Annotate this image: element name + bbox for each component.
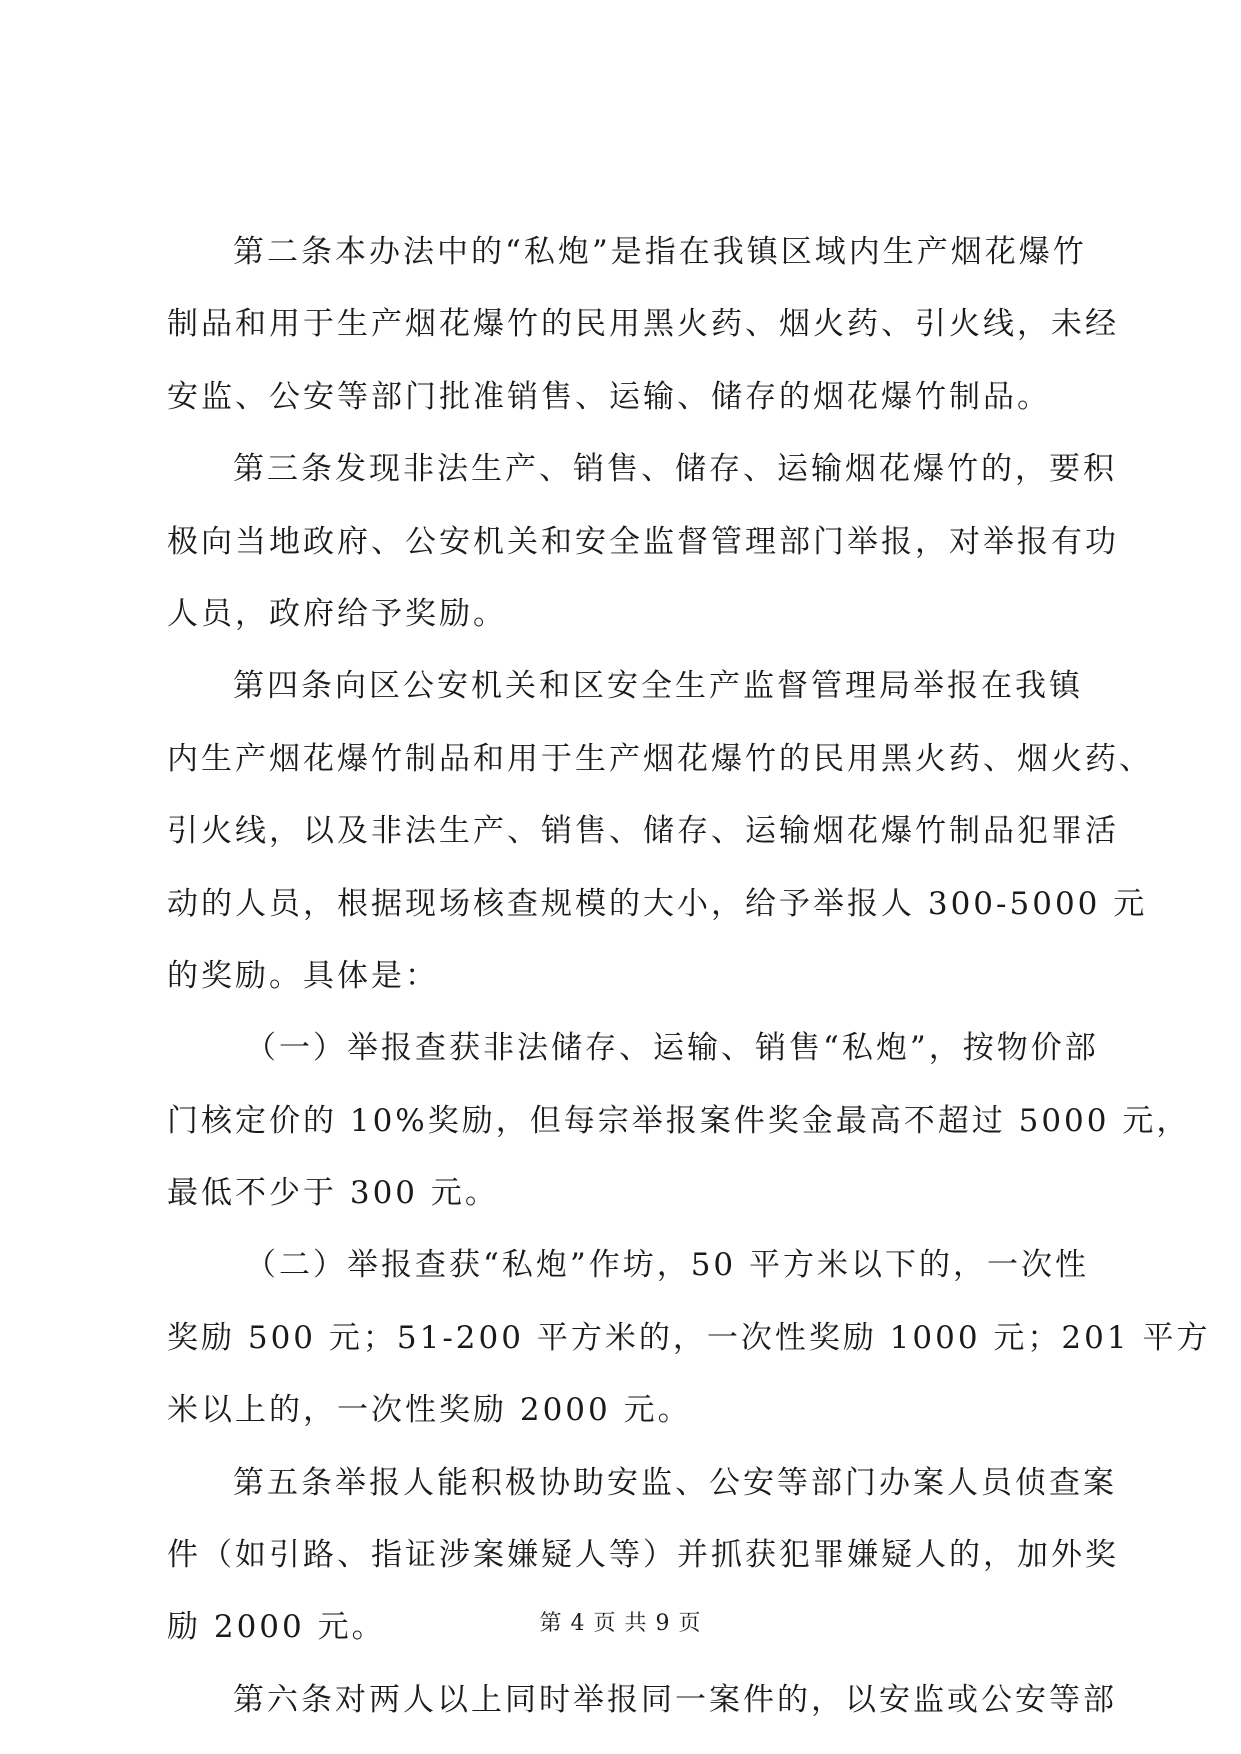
paragraph-line: 奖励 500 元；51-200 平方米的，一次性奖励 1000 元；201 平方 [167,1319,1211,1356]
paragraph-line: 最低不少于 300 元。 [167,1175,499,1212]
paragraph-line: 安监、公安等部门批准销售、运输、储存的烟花爆竹制品。 [167,378,1051,415]
paragraph-line: 件（如引路、指证涉案嫌疑人等）并抓获犯罪嫌疑人的，加外奖 [167,1537,1119,1574]
paragraph-line: 米以上的，一次性奖励 2000 元。 [167,1392,692,1429]
paragraph-line: 的奖励。具体是： [167,957,439,994]
paragraph-line: 第五条举报人能积极协助安监、公安等部门办案人员侦查案 [233,1464,1117,1501]
page-number-footer: 第 4 页 共 9 页 [539,1611,702,1636]
paragraph-line: 引火线，以及非法生产、销售、储存、运输烟花爆竹制品犯罪活 [167,813,1119,850]
paragraph-line: （一）举报查获非法储存、运输、销售“私炮”，按物价部 [245,1030,1099,1067]
paragraph-line: 极向当地政府、公安机关和安全监督管理部门举报，对举报有功 [167,523,1119,560]
paragraph-line: 第六条对两人以上同时举报同一案件的，以安监或公安等部 [233,1681,1117,1718]
paragraph-line: 励 2000 元。 [167,1609,386,1646]
paragraph-line: 人员，政府给予奖励。 [167,595,507,632]
paragraph-line: （二）举报查获“私炮”作坊，50 平方米以下的，一次性 [245,1247,1089,1284]
paragraph-line: 第二条本办法中的“私炮”是指在我镇区域内生产烟花爆竹 [233,234,1087,270]
document-body [167,216,1211,1736]
paragraph-line: 第三条发现非法生产、销售、储存、运输烟花爆竹的，要积 [233,451,1117,488]
paragraph-line: 门核定价的 10%奖励，但每宗举报案件奖金最高不超过 5000 元， [167,1102,1191,1139]
paragraph-line: 内生产烟花爆竹制品和用于生产烟花爆竹的民用黑火药、烟火药、 [167,740,1153,777]
paragraph-line: 第四条向区公安机关和区安全生产监督管理局举报在我镇 [233,668,1083,705]
paragraph-line: 动的人员，根据现场核查规模的大小，给予举报人 300-5000 元 [167,885,1148,922]
paragraph-line: 制品和用于生产烟花爆竹的民用黑火药、烟火药、引火线，未经 [167,306,1119,343]
